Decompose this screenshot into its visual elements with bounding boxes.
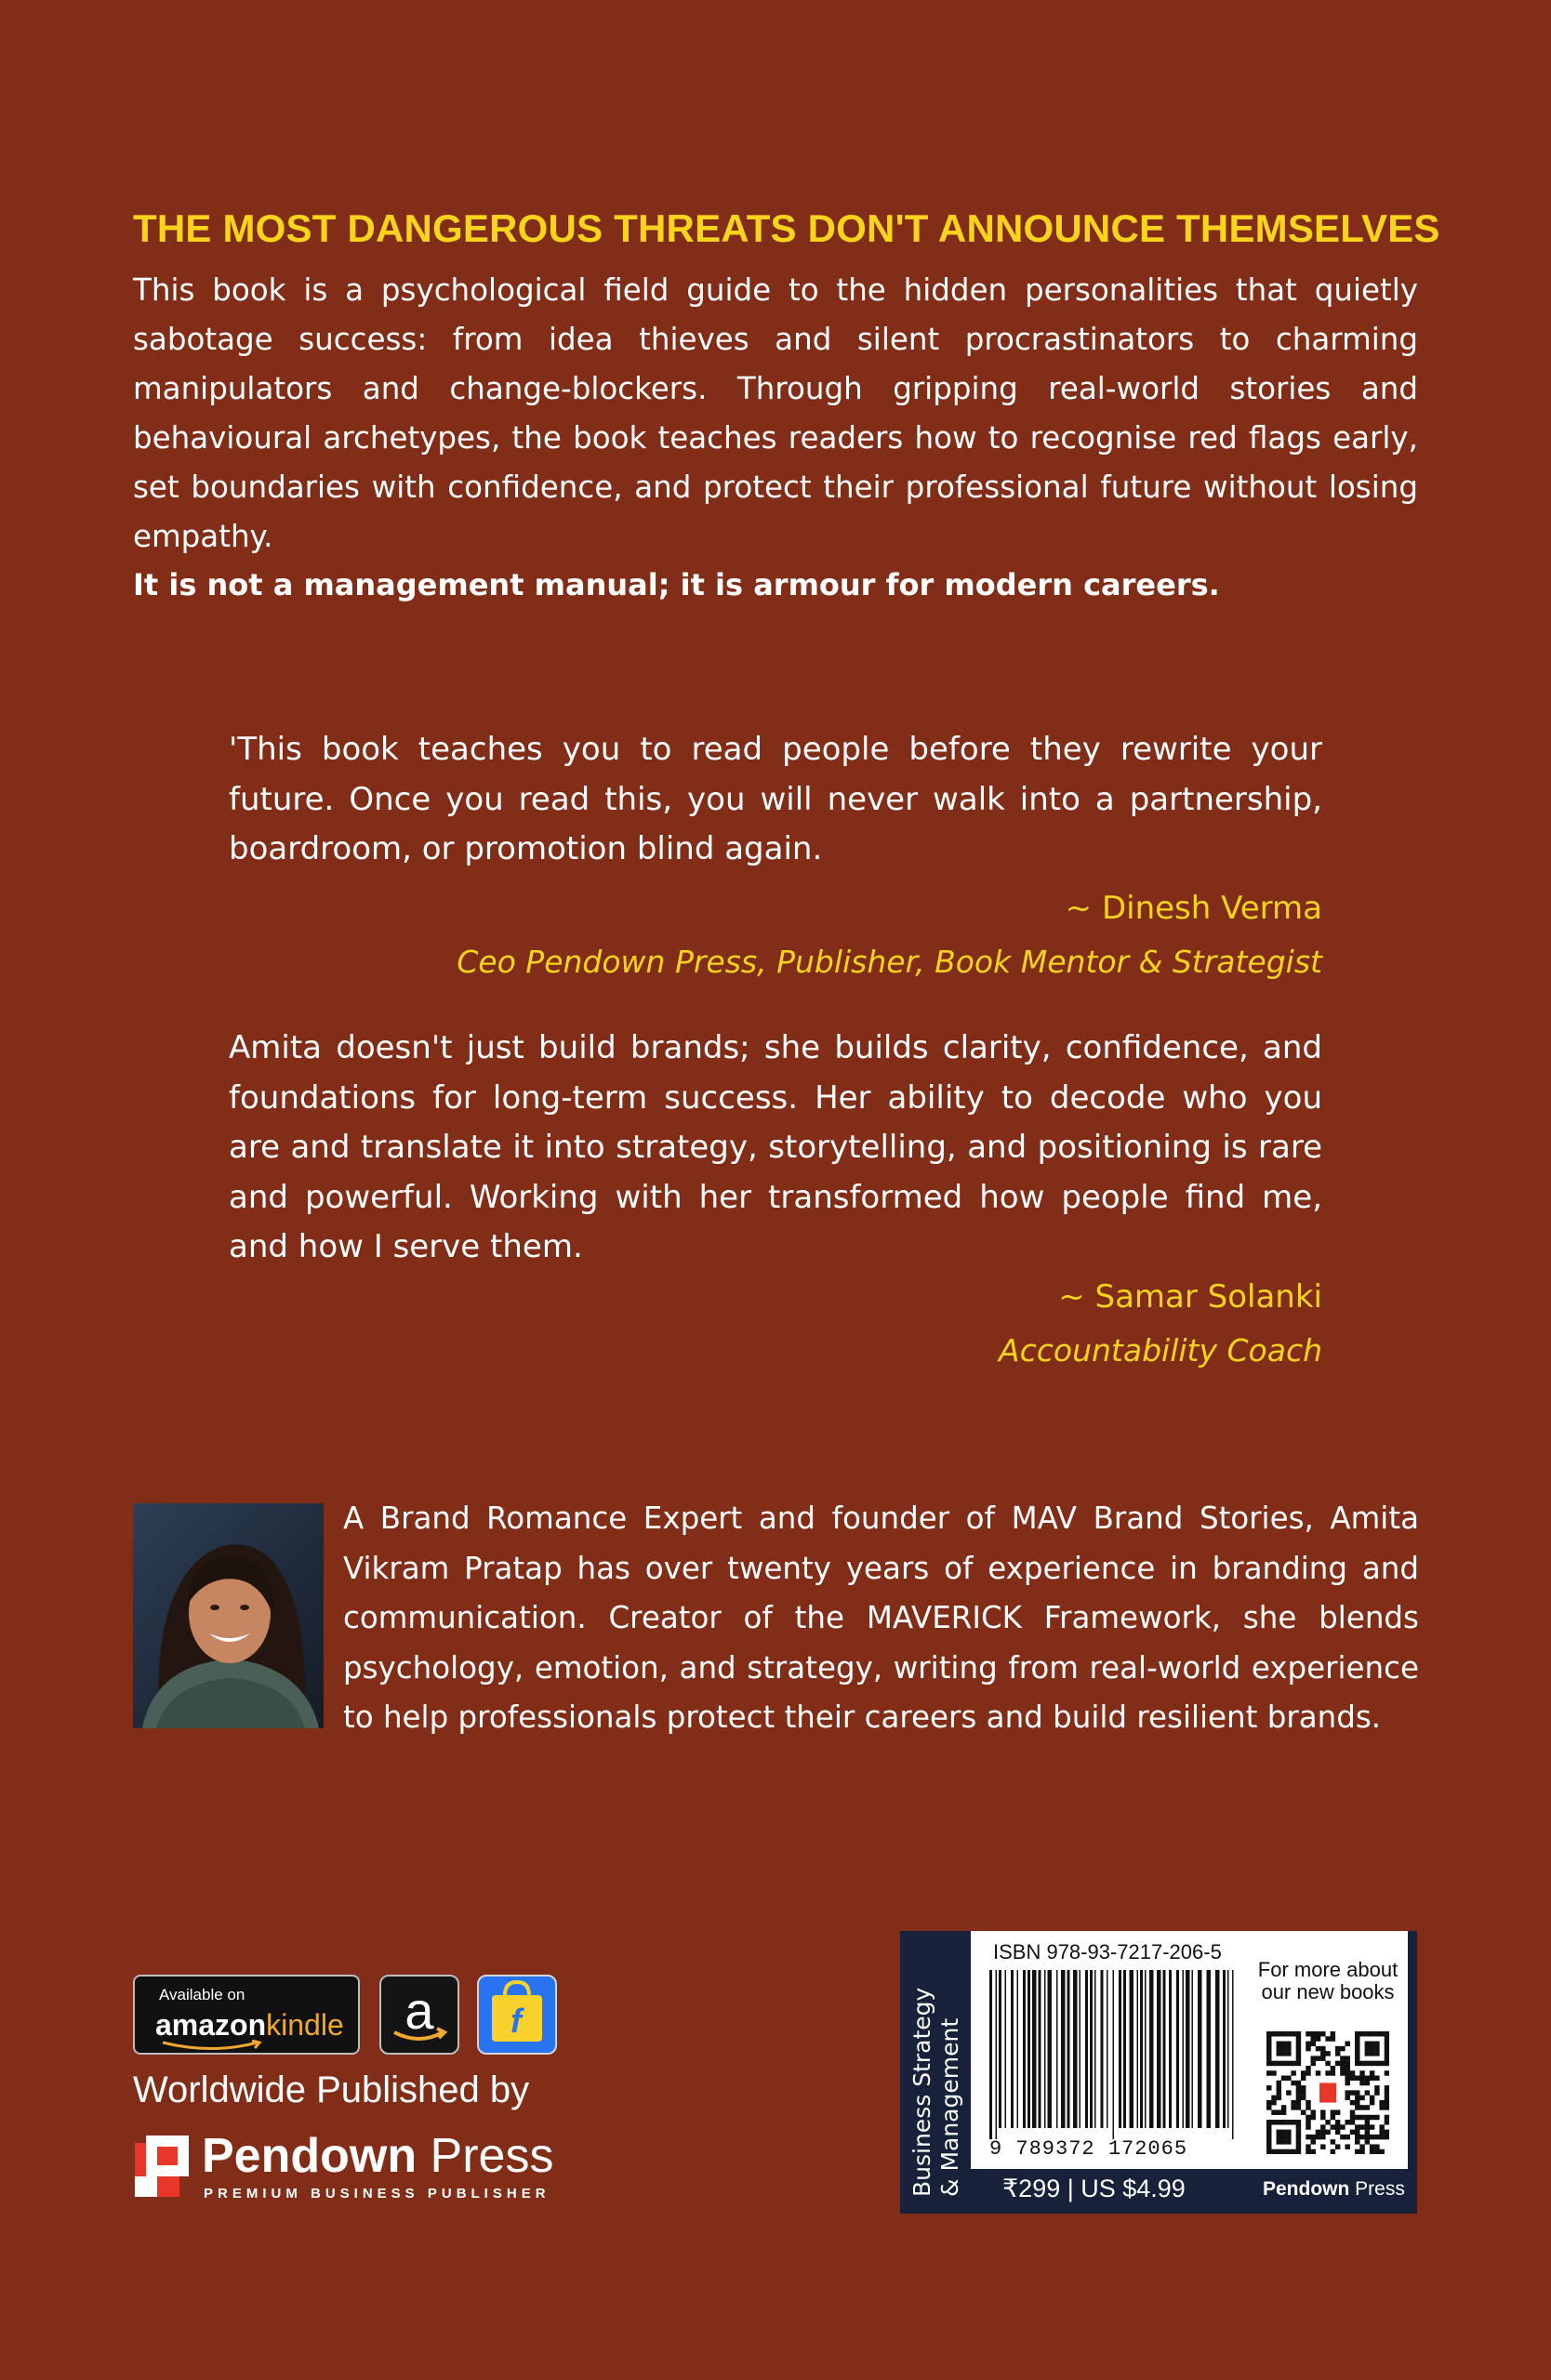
price-label: ₹299 | US $4.99 (1002, 2175, 1186, 2202)
badge-brand-label (155, 2008, 344, 2043)
isbn-number: ISBN 978-93-7217-206-5 (993, 1940, 1222, 1964)
testimonial-author-role: Accountability Coach (999, 1332, 1322, 1368)
testimonial-quote: 'This book teaches you to read people before they rewrite your future. Once you read this, you will never walk into a partnership, boardroom, or promotion blind again. (229, 731, 1322, 867)
cover-headline: THE MOST DANGEROUS THREATS DON'T ANNOUNCE THEMSELVES (133, 206, 1440, 250)
amazon-wordmark: amazon (155, 2008, 267, 2042)
published-by-label: Worldwide Published by (133, 2069, 530, 2110)
kindle-wordmark: kindle (266, 2008, 344, 2042)
author-photo (133, 1503, 324, 1728)
barcode-publisher-regular: Press (1349, 2178, 1405, 2200)
barcode-digits: 9 789372 172065 (989, 2137, 1188, 2161)
amazon-a-icon[interactable] (379, 1975, 459, 2055)
barcode-panel (900, 1931, 1417, 2214)
category-line-2: & Management (936, 2017, 963, 2197)
testimonial-author: ~ Samar Solanki (1058, 1278, 1322, 1316)
testimonial-quote: Amita doesn't just build brands; she builds clarity, confidence, and foundations for long-term success. Her ability to decode who you are and translate it into strategy, storytelling, and positioning is rare and powerful. Working with her transformed how people find me, and how I serve them. (229, 1029, 1322, 1265)
barcode-icon (984, 1970, 1244, 2139)
barcode-area (971, 1931, 1408, 2169)
flipkart-bag-icon[interactable] (477, 1975, 557, 2055)
publisher-logo (133, 2128, 561, 2202)
publisher-tagline: PREMIUM BUSINESS PUBLISHER (204, 2186, 550, 2202)
badge-available-label: Available on (159, 1986, 245, 2003)
category-label (900, 1931, 971, 2214)
qr-caption: For more about our new books (1257, 1958, 1399, 2003)
publisher-name (202, 2128, 553, 2184)
svg-text:a: a (404, 1981, 434, 2040)
testimonial-author-role: Ceo Pendown Press, Publisher, Book Mentor & Strategist (457, 944, 1322, 980)
qr-code-icon[interactable] (1266, 2031, 1389, 2154)
barcode-publisher-name (1263, 2178, 1405, 2201)
svg-text:f: f (510, 2002, 522, 2040)
publisher-name-bold: Pendown (202, 2129, 418, 2183)
pendown-p-logo-icon (133, 2134, 191, 2199)
publisher-name-regular: Press (417, 2129, 554, 2183)
amazon-kindle-badge[interactable] (133, 1975, 360, 2055)
amazon-smile-icon (161, 2040, 263, 2053)
barcode-publisher-bold: Pendown (1263, 2178, 1350, 2200)
category-line-1: Business Strategy (908, 1987, 935, 2197)
author-bio: A Brand Romance Expert and founder of MAV Brand Stories, Amita Vikram Pratap has over twenty years of experience in branding and communication. Creator of the MAVERICK Framework, she blends psychology, emotion, and strategy, writing from real-world experience to help professionals protect their careers and build resilient brands. (343, 1501, 1419, 1735)
book-tagline: It is not a management manual; it is armour for modern careers. (133, 567, 1220, 602)
book-blurb: This book is a psychological field guide to the hidden personalities that quietly sabotage success: from idea thieves and silent procrastinators to charming manipulators and change-blockers. Through gripping real-world stories and behavioural archetypes, the book teaches readers how to recognise red flags early, set boundaries with confidence, and protect their professional future without losing empathy. (133, 272, 1418, 554)
testimonial-author: ~ Dinesh Verma (1065, 890, 1322, 927)
